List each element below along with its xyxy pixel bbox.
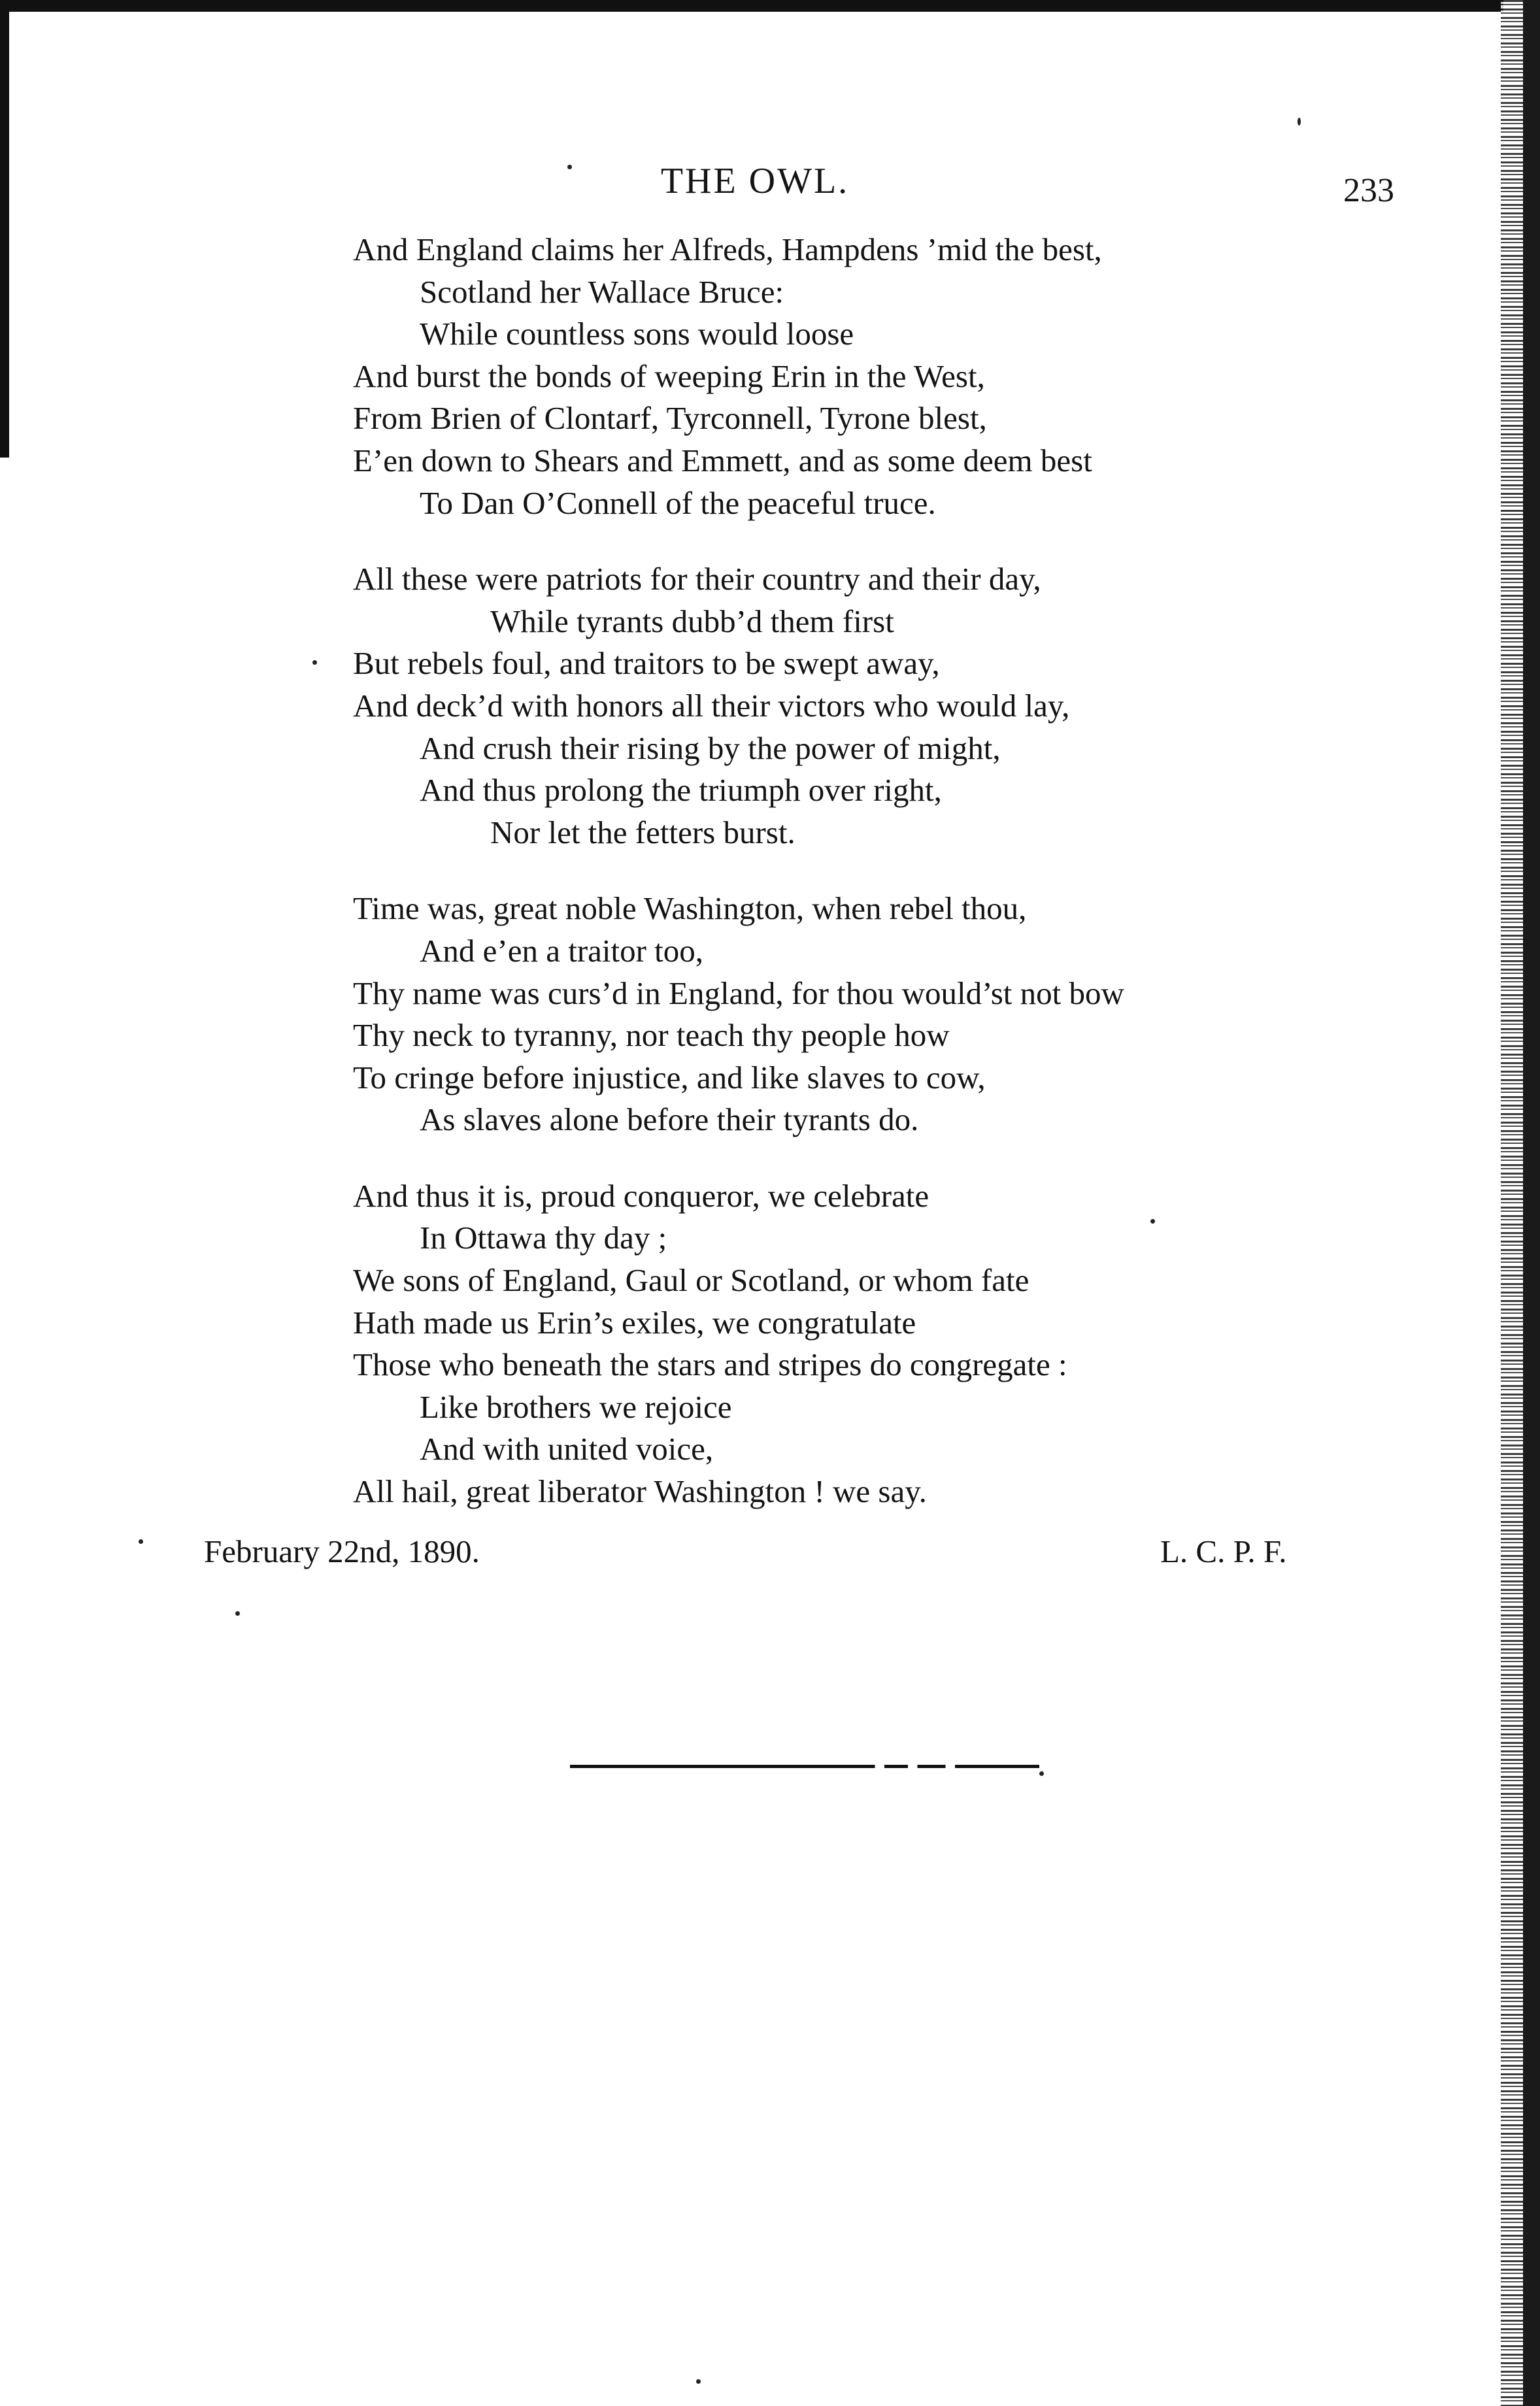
poem-line: And thus it is, proud conqueror, we celebrate — [353, 1177, 929, 1214]
poem-line: And e’en a traitor too, — [420, 932, 704, 969]
poem-line: All hail, great liberator Washington ! we say. — [353, 1473, 927, 1510]
scan-speck — [696, 2379, 701, 2384]
scan-speck — [1297, 118, 1301, 125]
poem-line: As slaves alone before their tyrants do. — [420, 1101, 919, 1138]
scan-speck — [1039, 1771, 1044, 1776]
dateline: February 22nd, 1890. — [204, 1533, 480, 1569]
scan-left-border — [0, 0, 9, 458]
poem-line: Those who beneath the stars and stripes do congregate : — [353, 1346, 1067, 1383]
scan-speck — [567, 165, 572, 169]
poem-line: Time was, great noble Washington, when rebel thou, — [353, 890, 1027, 927]
poem-line: Thy name was curs’d in England, for thou would’st not bow — [353, 975, 1124, 1011]
author-signature: L. C. P. F. — [1160, 1533, 1287, 1569]
poem-line: Like brothers we rejoice — [420, 1388, 732, 1425]
poem-line: To Dan O’Connell of the peaceful truce. — [420, 484, 936, 521]
poem-line: We sons of England, Gaul or Scotland, or whom fate — [353, 1262, 1029, 1299]
scan-top-border — [0, 0, 1503, 12]
scan-speck — [1150, 1219, 1155, 1224]
poem-line: And England claims her Alfreds, Hampdens ’mid the best, — [353, 231, 1102, 267]
poem-line: In Ottawa thy day ; — [420, 1220, 667, 1256]
scan-speck — [139, 1539, 143, 1544]
scan-speck — [235, 1611, 240, 1616]
poem-line: And burst the bonds of weeping Erin in the West, — [353, 358, 985, 394]
scan-right-edge-solid — [1523, 0, 1540, 2406]
poem-line: All these were patriots for their country and their day, — [353, 561, 1041, 597]
stanza-1 — [353, 229, 1307, 524]
running-title: THE OWL. — [660, 161, 850, 201]
poem-line: Scotland her Wallace Bruce: — [420, 273, 784, 310]
poem-line: Nor let the fetters burst. — [490, 814, 795, 850]
poem-line: Hath made us Erin’s exiles, we congratulate — [353, 1304, 916, 1341]
poem-line: To cringe before injustice, and like slaves to cow, — [353, 1059, 986, 1095]
stanza-3 — [353, 888, 1307, 1141]
stanza-4 — [353, 1175, 1307, 1513]
scan-speck — [312, 660, 317, 665]
page-number: 233 — [1343, 172, 1394, 209]
poem-line: And deck’d with honors all their victors who would lay, — [353, 687, 1070, 724]
poem-line: But rebels foul, and traitors to be swept away, — [353, 645, 940, 682]
poem-line: And crush their rising by the power of might, — [420, 729, 1001, 766]
poem-line: Thy neck to tyranny, nor teach thy people how — [353, 1017, 950, 1054]
poem-line: And with united voice, — [420, 1431, 714, 1467]
poem — [353, 229, 1307, 1547]
poem-line: While countless sons would loose — [420, 316, 854, 352]
poem-line: E’en down to Shears and Emmett, and as some deem best — [353, 442, 1092, 478]
poem-line: And thus prolong the triumph over right, — [420, 772, 942, 809]
poem-line: While tyrants dubb’d them first — [490, 603, 894, 639]
poem-line: From Brien of Clontarf, Tyrconnell, Tyrone blest, — [353, 400, 987, 437]
stanza-2 — [353, 558, 1307, 854]
end-rule-divider — [570, 1765, 1039, 1768]
